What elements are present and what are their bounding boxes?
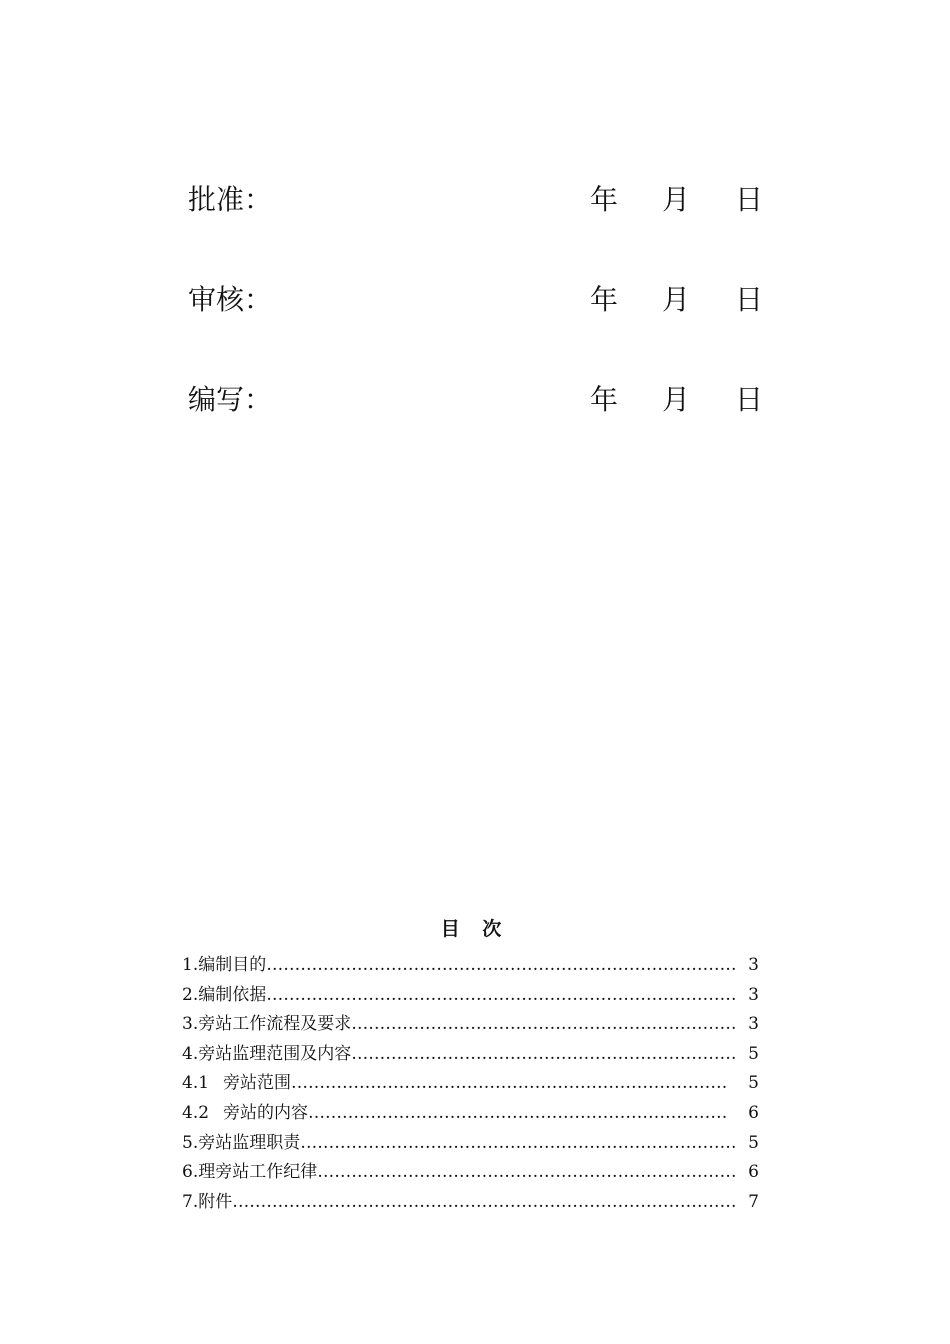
toc-item-page: 6 (748, 1162, 759, 1183)
toc-item-page: 5 (748, 1132, 759, 1153)
approval-row (188, 178, 763, 278)
toc-item[interactable] (182, 1189, 759, 1219)
toc-item-number: 4.2 (182, 1102, 210, 1123)
toc-item-text: 4.旁站监理范围及内容 ………………………………………………………………………………………………………………………………………………………………………………………… (182, 1041, 738, 1067)
toc-subitem[interactable] (182, 1100, 759, 1130)
toc-subitem[interactable] (182, 1070, 759, 1100)
review-year: 年 (590, 283, 619, 316)
toc-item-page: 7 (748, 1191, 759, 1212)
toc-item-number: 4.1 (182, 1073, 210, 1094)
review-row (188, 278, 763, 378)
signature-block (188, 178, 763, 478)
author-label: 编写： (188, 383, 273, 416)
author-month: 月 (662, 383, 691, 416)
author-year: 年 (590, 383, 619, 416)
toc-item-text: 4.2 旁站的内容 ………………………………………………………………………………………………………………………………………………………………………………………… (182, 1100, 728, 1126)
toc-item-text: 4.1 旁站范围 ………………………………………………………………………………………………………………………………………………………………………………………… (182, 1070, 728, 1096)
toc-item[interactable] (182, 1130, 759, 1160)
approval-month: 月 (662, 183, 691, 216)
toc-item-text: 2.编制依据 ………………………………………………………………………………………………………………………………………………………………………………………… (182, 982, 738, 1008)
toc-item[interactable] (182, 982, 759, 1012)
toc-item-page: 3 (748, 1014, 759, 1035)
toc-item-page: 5 (748, 1043, 759, 1064)
toc-item[interactable] (182, 952, 759, 982)
approval-label: 批准： (188, 183, 273, 216)
toc-item-page: 3 (748, 955, 759, 975)
toc-item-text: 1.编制目的 ………………………………………………………………………………………………………………………………………………………………………………………… (182, 952, 738, 978)
toc-item-page: 3 (748, 984, 759, 1005)
review-label: 审核： (188, 283, 273, 316)
review-month: 月 (662, 283, 691, 316)
toc-item-page: 5 (748, 1073, 759, 1094)
toc-title: 目 次 (440, 918, 510, 940)
approval-day: 日 (735, 183, 764, 216)
toc-item-text: 7.附件 ………………………………………………………………………………………………………………………………………………………………………………………… (182, 1189, 738, 1215)
toc-item[interactable] (182, 1041, 759, 1071)
toc-item-text: 6.理旁站工作纪律 ………………………………………………………………………………………………………………………………………………………………………………………… (182, 1159, 738, 1185)
review-day: 日 (735, 283, 764, 316)
toc-item-text: 3.旁站工作流程及要求 ………………………………………………………………………………………………………………………………………………………………………………………… (182, 1011, 738, 1037)
table-of-contents (182, 952, 759, 1218)
approval-year: 年 (590, 183, 619, 216)
toc-item[interactable] (182, 1159, 759, 1189)
toc-item-text: 5.旁站监理职责 ………………………………………………………………………………………………………………………………………………………………………………………… (182, 1130, 738, 1156)
author-day: 日 (735, 383, 764, 416)
author-row (188, 378, 763, 478)
toc-item[interactable] (182, 1011, 759, 1041)
toc-item-page: 6 (748, 1102, 759, 1123)
